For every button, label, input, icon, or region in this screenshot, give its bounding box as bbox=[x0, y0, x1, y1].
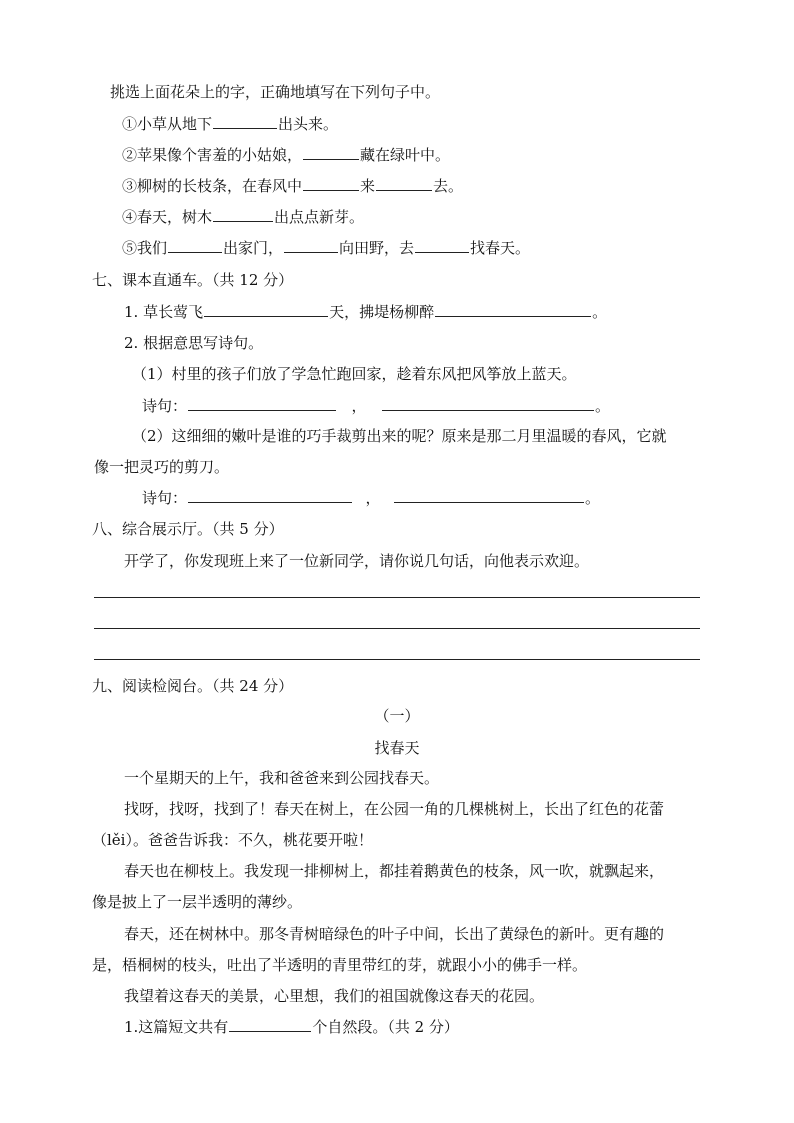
question-text: 。 bbox=[592, 303, 608, 321]
poem-prompt-2-line1: （2）这细细的嫩叶是谁的巧手裁剪出来的呢？原来是那二月里温暖的春风，它就 bbox=[132, 427, 667, 445]
poem-prompt-2-line2: 像一把灵巧的剪刀。 bbox=[94, 458, 230, 476]
fill-sentence-5 bbox=[122, 238, 530, 258]
fill-sentence-3 bbox=[122, 176, 463, 196]
answer-blank[interactable] bbox=[229, 1017, 311, 1032]
poem-answer-2 bbox=[142, 488, 600, 508]
fill-text: 出家门， bbox=[223, 239, 284, 257]
passage-paragraph-5: 我望着这春天的美景，心里想，我们的祖国就像这春天的花园。 bbox=[124, 987, 545, 1005]
passage-title: 找春天 bbox=[374, 739, 420, 757]
writing-line[interactable] bbox=[94, 659, 700, 660]
fill-text: 出头来。 bbox=[278, 115, 339, 133]
fill-text: 来 bbox=[360, 177, 376, 195]
fill-text: 藏在绿叶中。 bbox=[360, 146, 451, 164]
fill-sentence-2 bbox=[122, 145, 450, 165]
fill-text: ④春天，树木 bbox=[122, 208, 213, 226]
passage-paragraph-2-line2: （lěi）。爸爸告诉我：不久，桃花要开啦！ bbox=[92, 831, 373, 849]
fill-text: 找春天。 bbox=[470, 239, 531, 257]
poem-label: 诗句： bbox=[142, 489, 188, 507]
fill-text: ③柳树的长枝条，在春风中 bbox=[122, 177, 303, 195]
answer-blank[interactable] bbox=[415, 238, 469, 253]
passage-paragraph-1: 一个星期天的上午，我和爸爸来到公园找春天。 bbox=[124, 769, 440, 787]
period: 。 bbox=[595, 397, 611, 415]
answer-blank[interactable] bbox=[435, 302, 591, 317]
fill-sentence-4 bbox=[122, 207, 364, 227]
comma: ， bbox=[365, 489, 381, 507]
answer-blank[interactable] bbox=[284, 238, 338, 253]
section-9-heading: 九、阅读检阅台。（共 24 分） bbox=[92, 677, 294, 695]
fill-text: 出点点新芽。 bbox=[274, 208, 365, 226]
fill-intro: 挑选上面花朵上的字，正确地填写在下列句子中。 bbox=[110, 83, 441, 101]
question-text: 1.这篇短文共有 bbox=[124, 1018, 229, 1036]
question-7-1 bbox=[124, 302, 607, 322]
fill-text: 去。 bbox=[433, 177, 464, 195]
fill-text: ⑤我们 bbox=[122, 239, 168, 257]
passage-paragraph-3-line1: 春天也在柳枝上。我发现一排柳树上，都挂着鹅黄色的枝条，风一吹，就飘起来， bbox=[124, 862, 665, 880]
answer-blank[interactable] bbox=[188, 396, 336, 411]
fill-sentence-1 bbox=[122, 114, 338, 134]
answer-blank[interactable] bbox=[204, 302, 328, 317]
passage-paragraph-4-line1: 春天，还在树林中。那冬青树暗绿色的叶子中间，长出了黄绿色的新叶。更有趣的 bbox=[124, 925, 665, 943]
section-8-prompt: 开学了，你发现班上来了一位新同学，请你说几句话，向他表示欢迎。 bbox=[124, 552, 590, 570]
comma: ， bbox=[351, 397, 367, 415]
answer-blank[interactable] bbox=[394, 488, 584, 503]
writing-line[interactable] bbox=[94, 597, 700, 598]
poem-answer-1 bbox=[142, 396, 610, 416]
question-9-1 bbox=[124, 1017, 459, 1037]
question-text: 1. 草长莺飞 bbox=[124, 303, 204, 321]
answer-blank[interactable] bbox=[376, 176, 432, 191]
passage-paragraph-3-line2: 像是披上了一层半透明的薄纱。 bbox=[92, 893, 303, 911]
poem-label: 诗句： bbox=[142, 397, 188, 415]
fill-text: 向田野，去 bbox=[339, 239, 415, 257]
passage-part-label: （一） bbox=[374, 707, 420, 725]
question-text: 个自然段。（共 2 分） bbox=[312, 1018, 459, 1036]
question-text: 天，拂堤杨柳醉 bbox=[329, 303, 435, 321]
period: 。 bbox=[585, 489, 601, 507]
writing-line[interactable] bbox=[94, 628, 700, 629]
question-7-2: 2. 根据意思写诗句。 bbox=[124, 334, 264, 352]
section-8-heading: 八、综合展示厅。（共 5 分） bbox=[92, 520, 284, 538]
answer-blank[interactable] bbox=[213, 114, 277, 129]
answer-blank[interactable] bbox=[168, 238, 222, 253]
answer-blank[interactable] bbox=[382, 396, 594, 411]
answer-blank[interactable] bbox=[303, 176, 359, 191]
section-7-heading: 七、课本直通车。（共 12 分） bbox=[92, 271, 294, 289]
passage-paragraph-4-line2: 是，梧桐树的枝头，吐出了半透明的青里带红的芽，就跟小小的佛手一样。 bbox=[92, 956, 588, 974]
answer-blank[interactable] bbox=[213, 207, 273, 222]
fill-text: ①小草从地下 bbox=[122, 115, 213, 133]
fill-text: ②苹果像个害羞的小姑娘， bbox=[122, 146, 303, 164]
answer-blank[interactable] bbox=[303, 145, 359, 160]
passage-paragraph-2-line1: 找呀，找呀，找到了！春天在树上，在公园一角的几棵桃树上，长出了红色的花蕾 bbox=[124, 800, 665, 818]
answer-blank[interactable] bbox=[188, 488, 352, 503]
poem-prompt-1: （1）村里的孩子们放了学急忙跑回家，趁着东风把风筝放上蓝天。 bbox=[132, 365, 577, 383]
